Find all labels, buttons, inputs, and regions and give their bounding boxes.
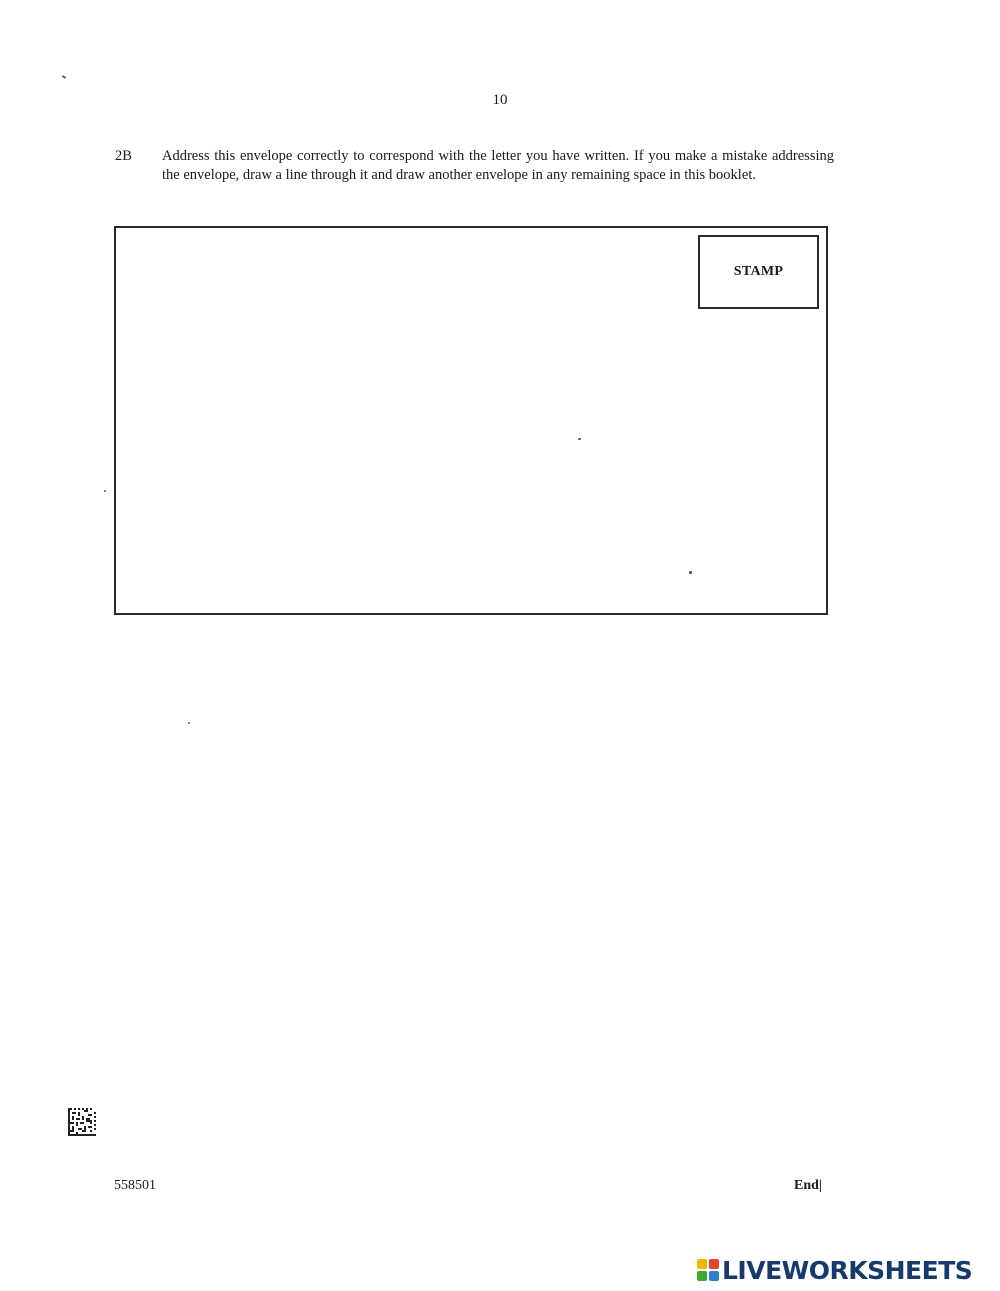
end-label: End|	[794, 1178, 822, 1193]
question-text: Address this envelope correctly to correspond with the letter you have written. If you make a mistake addressing the envelope, draw a line through it and draw another envelope in any remaining space in this booklet.	[162, 148, 834, 183]
stamp-box	[698, 235, 819, 309]
scan-speck	[188, 722, 190, 724]
liveworksheets-logo-icon	[697, 1259, 719, 1281]
paper-code: 558501	[114, 1178, 156, 1193]
scan-speck	[578, 438, 581, 440]
datamatrix-barcode-icon	[68, 1108, 96, 1136]
liveworksheets-logo	[697, 1256, 972, 1284]
scan-speck	[104, 490, 106, 492]
stamp-label: STAMP	[733, 264, 784, 279]
question-number: 2B	[115, 148, 132, 164]
scan-speck	[62, 75, 66, 79]
brand-name: LIVEWORKSHEETS	[722, 1255, 973, 1285]
scan-speck	[689, 571, 692, 574]
page-number: 10	[492, 92, 508, 108]
